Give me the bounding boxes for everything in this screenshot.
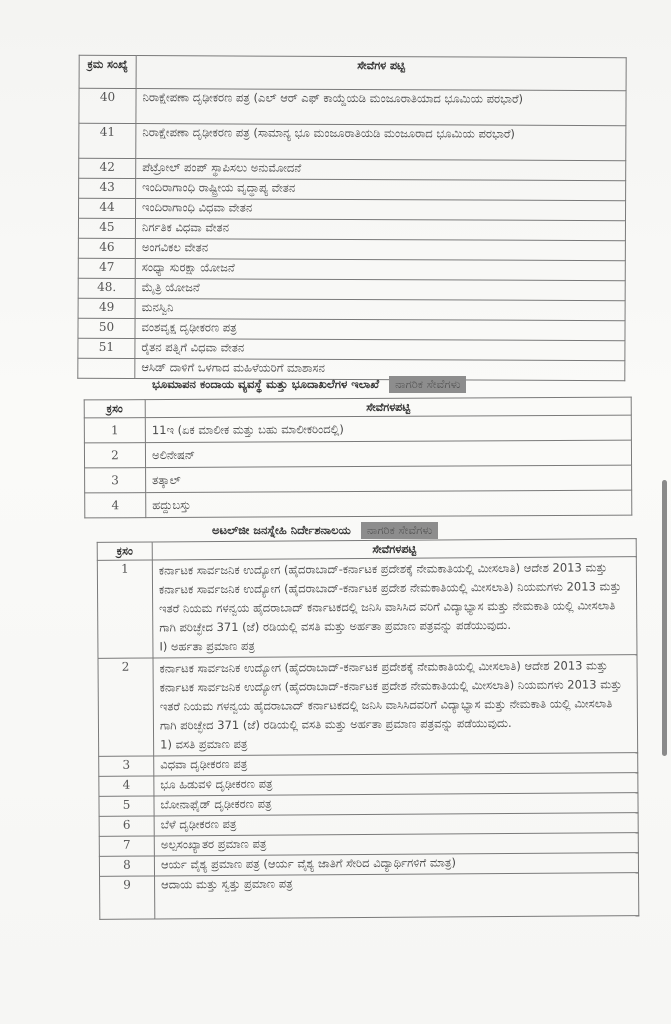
row-number: 1 — [97, 560, 153, 658]
row-number: 4 — [85, 493, 146, 518]
column-header-serial: ಕ್ರಸಂ — [84, 400, 145, 418]
table-row — [79, 88, 626, 125]
table-row — [97, 557, 637, 659]
row-cell — [152, 557, 637, 658]
row-number: 50 — [78, 318, 135, 338]
column-header-services: ಸೇವೆಗಳಪಟ್ಟಿ — [152, 539, 636, 560]
table-row — [78, 298, 625, 320]
row-number: 49 — [78, 298, 135, 318]
row-text: ನಿರಾಕ್ಷೇಪಣಾ ದೃಢೀಕರಣ ಪತ್ರ (ಸಾಮಾನ್ಯ ಭೂ ಮಂಜೂರಾತಿಯಡಿ ಮಂಜೂರಾದ ಭೂಮಿಯ ಪರಭಾರೆ) — [136, 124, 626, 161]
row-text: ರೈತನ ಪತ್ನಿಗೆ ವಿಧವಾ ವೇತನ — [135, 339, 625, 361]
column-header-services: ಸೇವೆಗಳ ಪಟ್ಟಿ — [136, 56, 626, 91]
row-text: ನಿರಾಕ್ಷೇಪಣಾ ದೃಢೀಕರಣ ಪತ್ರ (ಎಲ್ ಆರ್ ಎಫ್ ಕಾಯ್ದೆಯಡಿ ಮಂಜೂರಾತಿಯಾದ ಭೂಮಿಯ ಪರಭಾರೆ) — [136, 89, 626, 126]
table-row — [79, 123, 626, 160]
row-text: 11ಇ (ಏಕ ಮಾಲೀಕ ಮತ್ತು ಬಹು ಮಾಲೀಕರಿಂದಲ್ಲಿ) — [145, 415, 631, 443]
row-number: 45 — [78, 218, 135, 238]
row-number: 4 — [99, 776, 154, 796]
table-row — [85, 465, 632, 493]
table-row — [85, 490, 632, 518]
table-row — [78, 198, 625, 220]
row-text: ವಂಶವೃಕ್ಷ ದೃಢೀಕರಣ ಪತ್ರ — [135, 319, 625, 341]
table-row — [78, 338, 625, 360]
row-text: ಬೆಳೆ ದೃಢೀಕರಣ ಪತ್ರ — [154, 813, 638, 836]
table-row — [78, 318, 625, 340]
table-row — [78, 278, 625, 300]
row-number: 2 — [84, 443, 145, 468]
row-number: 3 — [85, 468, 146, 493]
row-text: ಆದಾಯ ಮತ್ತು ಸ್ವತ್ತು ಪ್ರಮಾಣ ಪತ್ರ — [155, 873, 639, 919]
row-number: 40 — [79, 88, 136, 123]
row-number: 2 — [98, 658, 154, 756]
section-heading-atalji-directorate — [212, 522, 438, 539]
table-row — [79, 158, 626, 180]
table-row — [84, 415, 631, 443]
table-row — [78, 238, 625, 260]
highlighted-label: ನಾಗರಿಕ ಸೇವೆಗಳು — [389, 376, 466, 393]
table-row — [79, 178, 626, 200]
row-number — [78, 358, 135, 378]
row-text: ಸಂಧ್ಯಾ ಸುರಕ್ಷಾ ಯೋಜನೆ — [135, 259, 625, 281]
row-number: 5 — [99, 796, 154, 816]
services-table-revenue — [77, 55, 626, 381]
row-number: 3 — [99, 756, 154, 776]
row-number: 44 — [78, 198, 135, 218]
row-subitem: 1) ವಸತಿ ಪ್ರಮಾಣ ಪತ್ರ — [160, 736, 248, 752]
section-title: ಭೂಮಾಪನ ಕಂದಾಯ ವ್ಯವಸ್ಥೆ ಮತ್ತು ಭೂದಾಖಲೆಗಳ ಇಲಾಖೆ — [152, 377, 380, 391]
services-table-land-records — [84, 397, 633, 519]
table-row — [98, 655, 638, 757]
vertical-scrollbar[interactable] — [662, 480, 667, 756]
row-number: 6 — [99, 816, 154, 836]
row-number: 51 — [78, 338, 135, 358]
row-text: ಇಂದಿರಾಗಾಂಧಿ ವಿಧವಾ ವೇತನ — [135, 199, 625, 221]
row-text: ಕರ್ನಾಟಕ ಸಾರ್ವಜನಿಕ ಉದ್ಯೋಗ (ಹೈದರಾಬಾದ್-ಕರ್ನಾಟಕ ಪ್ರದೇಶಕ್ಕೆ ನೇಮಕಾತಿಯಲ್ಲಿ ಮೀಸಲಾತಿ) ಆದೇಶ 2013 ಮತ್ತು ಕರ್ನಾಟಕ ಸಾರ್ವಜನಿಕ ಉದ್ಯೋಗ (ಹೈದರಾಬಾದ್-ಕರ್ನಾಟಕ ಪ್ರದೇಶ ನೇಮಕಾತಿಯಲ್ಲಿ ಮೀಸಲಾತಿ) ನಿಯಮಗಳು 2013 ಮತ್ತು ಇತರೆ ನಿಯಮ ಗಳನ್ವಯ ಹೈದರಾಬಾದ್ ಕರ್ನಾಟಕದಲ್ಲಿ ಜನಿಸಿ ವಾಸಿಸಿದವರಿಗೆ ವಿದ್ಯಾಭ್ಯಾಸ ಮತ್ತು ನೇಮಕಾತಿ ಯಲ್ಲಿ ಮೀಸಲಾತಿ ಗಾಗಿ ಪರಿಚ್ಛೇದ 371 (ಜೆ) ರಡಿಯಲ್ಲಿ ವಸತಿ ಮತ್ತು ಅರ್ಹತಾ ಪ್ರಮಾಣ ಪತ್ರವನ್ನು ಪಡೆಯುವುದು. — [159, 658, 622, 733]
row-number: 46 — [78, 238, 135, 258]
row-text: ಕರ್ನಾಟಕ ಸಾರ್ವಜನಿಕ ಉದ್ಯೋಗ (ಹೈದರಾಬಾದ್-ಕರ್ನಾಟಕ ಪ್ರದೇಶಕ್ಕೆ ನೇಮಕಾತಿಯಲ್ಲಿ ಮೀಸಲಾತಿ) ಆದೇಶ 2013 ಮತ್ತು ಕರ್ನಾಟಕ ಸಾರ್ವಜನಿಕ ಉದ್ಯೋಗ (ಹೈದರಾಬಾದ್-ಕರ್ನಾಟಕ ಪ್ರದೇಶ ನೇಮಕಾತಿಯಲ್ಲಿ ಮೀಸಲಾತಿ) ನಿಯಮಗಳು 2013 ಮತ್ತು ಇತರೆ ನಿಯಮ ಗಳನ್ವಯ ಹೈದರಾಬಾದ್ ಕರ್ನಾಟಕದಲ್ಲಿ ಜನಿಸಿ ವಾಸಿಸಿದ ವರಿಗೆ ವಿದ್ಯಾಭ್ಯಾಸ ಮತ್ತು ನೇಮಕಾತಿ ಯಲ್ಲಿ ಮೀಸಲಾತಿ ಗಾಗಿ ಪರಿಚ್ಛೇದ 371 (ಜೆ) ರಡಿಯಲ್ಲಿ ವಸತಿ ಮತ್ತು ಅರ್ಹತಾ ಪ್ರಮಾಣ ಪತ್ರವನ್ನು ಪಡೆಯುವುದು. — [158, 560, 622, 635]
row-text: ತತ್ಕಾಲ್ — [146, 465, 632, 493]
row-text: ಪೆಟ್ರೋಲ್ ಪಂಪ್ ಸ್ಥಾಪಿಸಲು ಅನುಮೋದನೆ — [136, 159, 626, 181]
column-header-serial: ಕ್ರಮ ಸಂಖ್ಯೆ — [79, 55, 136, 88]
row-text: ಅಂಗವಿಕಲ ವೇತನ — [135, 239, 625, 261]
table-row — [84, 440, 631, 468]
row-cell — [153, 655, 638, 756]
row-number: 48. — [78, 278, 135, 298]
row-text: ಅಲ್ಪಸಂಖ್ಯಾತರ ಪ್ರಮಾಣ ಪತ್ರ — [154, 833, 638, 856]
row-text: ಅಲಿನೇಷನ್ — [145, 440, 631, 468]
table-row — [78, 258, 625, 280]
row-text: ಬೋನಾಫೈಡ್ ದೃಢೀಕರಣ ಪತ್ರ — [154, 793, 638, 816]
row-number: 8 — [99, 856, 154, 876]
table-header-row — [79, 55, 626, 90]
highlighted-label: ನಾಗರಿಕ ಸೇವೆಗಳು — [361, 522, 438, 539]
row-number: 41 — [79, 123, 136, 158]
row-text: ಭೂ ಹಿಡುವಳಿ ದೃಢೀಕರಣ ಪತ್ರ — [154, 773, 638, 796]
table-row — [100, 873, 639, 920]
row-text: ಇಂದಿರಾಗಾಂಧಿ ರಾಷ್ಟ್ರೀಯ ವೃದ್ಧಾಪ್ಯ ವೇತನ — [136, 179, 626, 201]
row-text: ಮನಸ್ವಿನಿ — [135, 299, 625, 321]
row-number: 47 — [78, 258, 135, 278]
row-number: 43 — [79, 178, 136, 198]
row-number: 7 — [99, 836, 154, 856]
column-header-services: ಸೇವೆಗಳಪಟ್ಟಿ — [145, 397, 631, 418]
row-number: 1 — [84, 418, 145, 443]
row-text: ವಿಧವಾ ದೃಢೀಕರಣ ಪತ್ರ — [154, 753, 638, 776]
services-table-atalji — [97, 538, 640, 920]
row-text: ಆರ್ಯ ವೈಶ್ಯ ಪ್ರಮಾಣ ಪತ್ರ (ಆರ್ಯ ವೈಶ್ಯ ಜಾತಿಗೆ ಸೇರಿದ ವಿದ್ಯಾರ್ಥಿಗಳಿಗೆ ಮಾತ್ರ) — [154, 853, 638, 876]
row-text: ನಿರ್ಗತಿಕ ವಿಧವಾ ವೇತನ — [135, 219, 625, 241]
column-header-serial: ಕ್ರಸಂ — [97, 542, 152, 560]
row-text: ಮೈತ್ರಿ ಯೋಜನೆ — [135, 279, 625, 301]
row-number: 9 — [100, 876, 155, 919]
row-text: ಆಸಿಡ್ ದಾಳಿಗೆ ಒಳಗಾದ ಮಹಿಳೆಯರಿಗೆ ಮಾಶಾಸನ — [135, 359, 625, 381]
section-title: ಅಟಲ್‌ಜೀ ಜನಸ್ನೇಹಿ ನಿರ್ದೇಶನಾಲಯ — [212, 523, 351, 537]
row-number: 42 — [79, 158, 136, 178]
row-text: ಹದ್ದುಬಸ್ತು — [146, 490, 632, 518]
section-heading-land-records — [152, 376, 466, 393]
row-subitem: I) ಅರ್ಹತಾ ಪ್ರಮಾಣ ಪತ್ರ — [159, 638, 255, 654]
table-row — [78, 218, 625, 240]
